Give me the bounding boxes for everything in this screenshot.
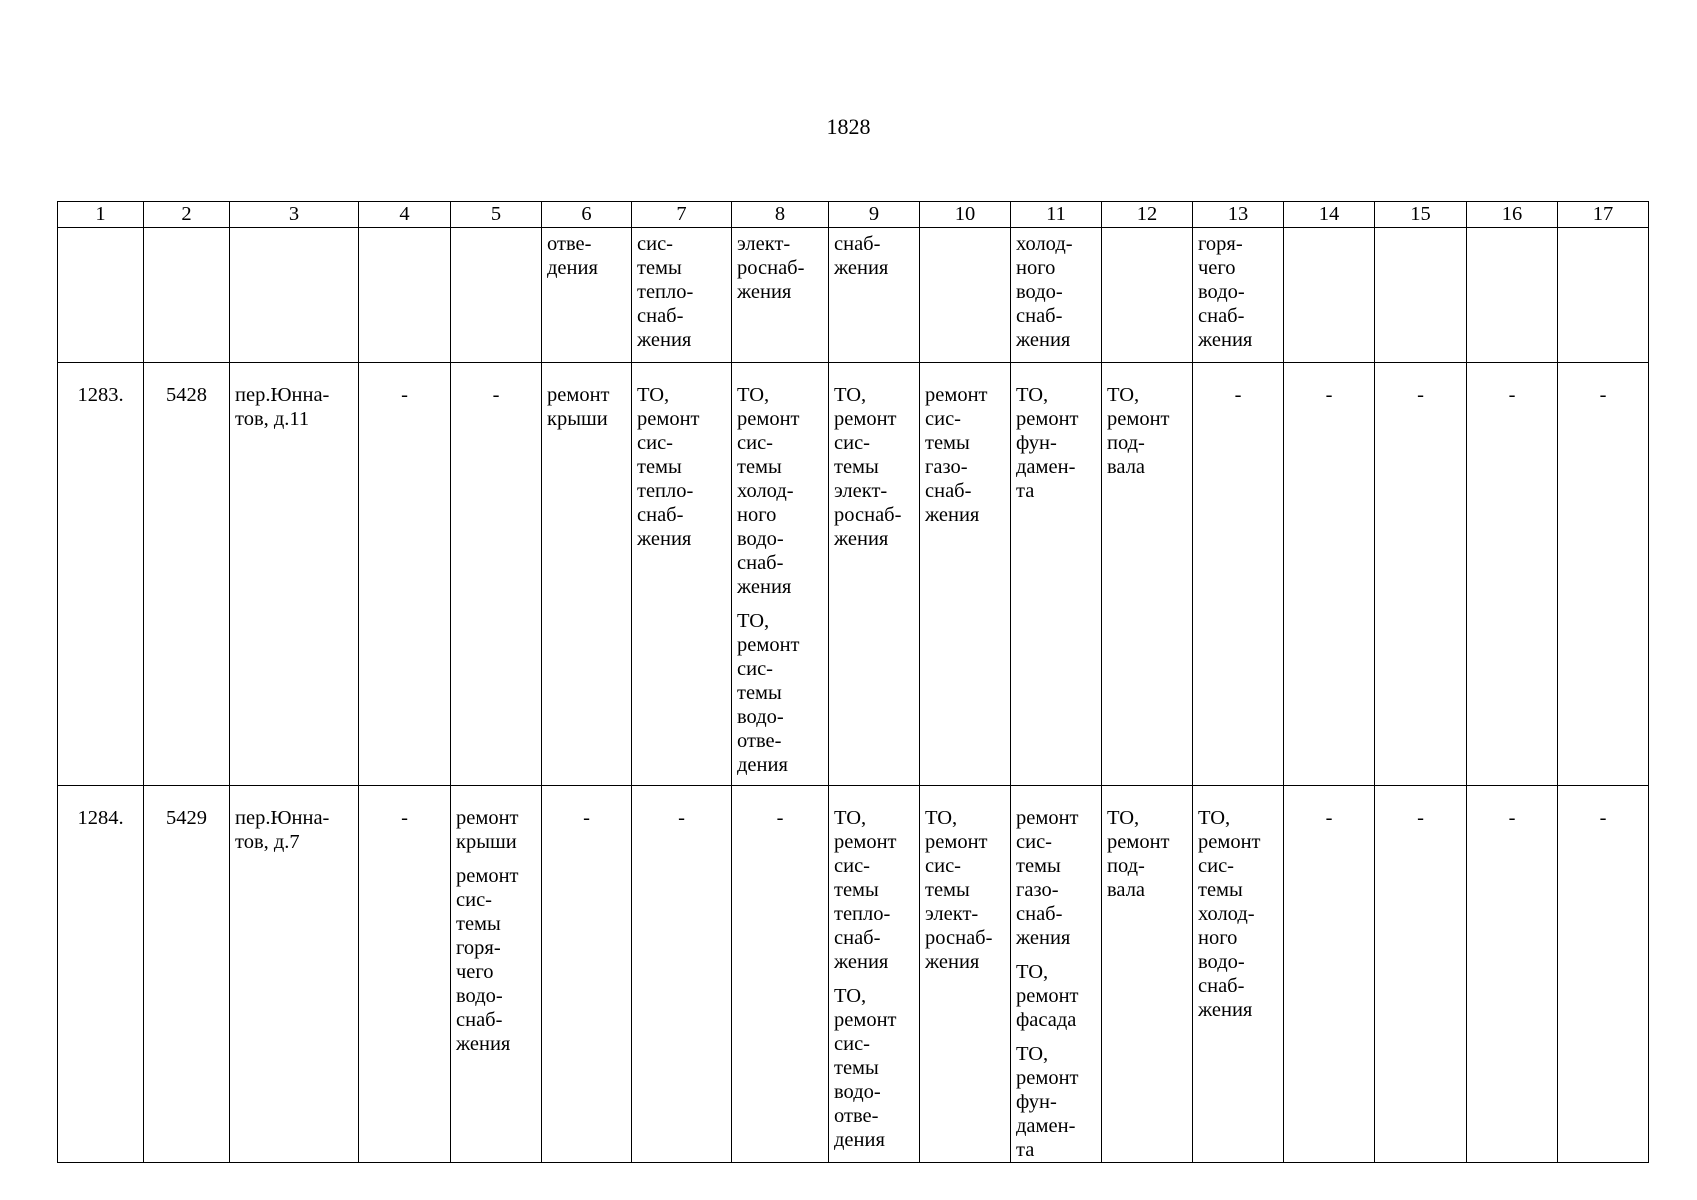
cell-text-line: горя-	[1198, 233, 1243, 255]
cell-text-line: сис-	[1198, 855, 1234, 877]
cell-text-line: холод-	[737, 480, 794, 502]
cell-text-line: ремонт	[834, 408, 897, 430]
work-entry	[637, 383, 726, 551]
cell-text-line: дамен-	[1016, 456, 1076, 478]
cell-text-line: снаб-	[637, 504, 684, 526]
cell-text-line: темы	[456, 913, 501, 935]
cell-text-line: отве-	[834, 1105, 879, 1127]
cell-text-line: жения	[456, 1033, 511, 1055]
table-cell	[58, 228, 144, 363]
cell-text-line: снаб-	[1198, 975, 1245, 997]
cell-text-line: ТО,	[637, 384, 670, 406]
cell-text-line: тов, д.7	[235, 831, 300, 853]
cell-text-line: ремонт	[637, 408, 700, 430]
cell-text-line: темы	[737, 682, 782, 704]
cell-text-line: ТО,	[1107, 384, 1140, 406]
cell-text-line: водо-	[1198, 951, 1245, 973]
column-number-row	[58, 202, 1649, 228]
cell-text-line: отве-	[737, 730, 782, 752]
cell-text-line: крыши	[547, 408, 608, 430]
cell-text-line: ремонт	[456, 865, 519, 887]
work-entry	[834, 984, 914, 1152]
table-cell	[1375, 228, 1467, 363]
cell-text-line: роснаб-	[925, 927, 993, 949]
object-code-cell: 5429	[144, 786, 230, 1163]
cell-text-line: ремонт	[1016, 807, 1079, 829]
work-entry	[737, 609, 823, 777]
work-entry	[1107, 383, 1187, 479]
work-entry	[1016, 232, 1096, 352]
column-number: 5	[451, 202, 542, 228]
cell-text-line: снаб-	[456, 1009, 503, 1031]
table-cell	[451, 228, 542, 363]
column-number: 2	[144, 202, 230, 228]
table-row	[58, 363, 1649, 786]
work-entry	[925, 806, 1005, 974]
cell-text-line: ного	[737, 504, 777, 526]
cell-text-line: сис-	[925, 855, 961, 877]
work-entry	[834, 232, 914, 280]
cell-text-line: снаб-	[834, 233, 881, 255]
cell-text-line: снаб-	[1198, 305, 1245, 327]
cell-text-line: сис-	[737, 432, 773, 454]
table-cell	[359, 228, 451, 363]
cell-text-line: фасада	[1016, 1009, 1077, 1031]
cell-text-line: та	[1016, 1139, 1035, 1161]
work-entry	[737, 232, 823, 304]
work-entry	[1198, 806, 1278, 1022]
cell-text-line: ТО,	[1016, 1043, 1049, 1065]
cell-text-line: ремонт	[925, 384, 988, 406]
work-entry	[834, 806, 914, 974]
table-cell	[632, 363, 732, 786]
column-number: 13	[1193, 202, 1284, 228]
cell-text-line: темы	[737, 456, 782, 478]
cell-text-line: та	[1016, 480, 1035, 502]
table-cell: -	[1284, 363, 1375, 786]
cell-text-line: темы	[925, 432, 970, 454]
cell-text-line: чего	[1198, 257, 1236, 279]
cell-text-line: снаб-	[1016, 305, 1063, 327]
address-cell	[230, 363, 359, 786]
work-entry	[925, 383, 1005, 527]
cell-text-line: чего	[456, 961, 494, 983]
cell-text-line: сис-	[834, 432, 870, 454]
table-row	[58, 786, 1649, 1163]
cell-text-line: ТО,	[1198, 807, 1231, 829]
table-cell: -	[1558, 786, 1649, 1163]
work-entry	[1016, 806, 1096, 950]
page-number: 1828	[826, 114, 871, 139]
cell-text-line: сис-	[925, 408, 961, 430]
table-cell: -	[1193, 363, 1284, 786]
cell-text-line: жения	[637, 329, 692, 351]
cell-text-line: ТО,	[1107, 807, 1140, 829]
table-cell	[732, 786, 829, 1163]
work-entry	[547, 232, 626, 280]
table-cell	[1102, 786, 1193, 1163]
cell-text-line: ТО,	[737, 610, 770, 632]
work-entry	[1016, 383, 1096, 503]
work-entry	[1107, 806, 1187, 902]
cell-text-line: пер.Юнна-	[235, 807, 330, 829]
table-cell	[732, 228, 829, 363]
row-number-cell: 1283.	[58, 363, 144, 786]
cell-text-line: дения	[737, 754, 788, 776]
address-cell	[230, 786, 359, 1163]
table-cell: -	[1284, 786, 1375, 1163]
cell-text-line: сис-	[637, 432, 673, 454]
cell-text-line: ремонт	[1016, 985, 1079, 1007]
table-cell: -	[1467, 786, 1558, 1163]
object-code-cell: 5428	[144, 363, 230, 786]
cell-text-line: жения	[925, 504, 980, 526]
table-cell	[1284, 228, 1375, 363]
cell-text-line: под-	[1107, 432, 1145, 454]
cell-text-line: ТО,	[834, 985, 867, 1007]
cell-text-line: темы	[637, 456, 682, 478]
cell-text-line: фун-	[1016, 432, 1057, 454]
table-cell: -	[1467, 363, 1558, 786]
cell-text-line: жения	[1016, 927, 1071, 949]
table-cell	[1011, 786, 1102, 1163]
column-number: 8	[732, 202, 829, 228]
cell-text-line: тепло-	[637, 281, 694, 303]
cell-text-line: водо-	[456, 985, 503, 1007]
cell-text-line: дамен-	[1016, 1115, 1076, 1137]
column-number: 6	[542, 202, 632, 228]
table-cell: -	[1375, 786, 1467, 1163]
table-cell	[542, 363, 632, 786]
cell-text-line: темы	[1016, 855, 1061, 877]
table-cell	[1193, 228, 1284, 363]
table-cell	[632, 228, 732, 363]
cell-text-line: газо-	[1016, 879, 1059, 901]
cell-text-line: ремонт	[737, 408, 800, 430]
cell-text-line: темы	[637, 257, 682, 279]
table-cell	[829, 786, 920, 1163]
table-cell	[1011, 228, 1102, 363]
cell-text-line: ТО,	[834, 807, 867, 829]
column-number: 11	[1011, 202, 1102, 228]
cell-text-line: ремонт	[737, 634, 800, 656]
table-cell	[632, 786, 732, 1163]
cell-text-line: темы	[925, 879, 970, 901]
table-cell	[1467, 228, 1558, 363]
column-number: 9	[829, 202, 920, 228]
cell-text-line: тов, д.11	[235, 408, 310, 430]
table-cell: -	[1375, 363, 1467, 786]
cell-text-line: снаб-	[637, 305, 684, 327]
cell-text-line: под-	[1107, 855, 1145, 877]
cell-text-line: водо-	[737, 528, 784, 550]
cell-text-line: газо-	[925, 456, 968, 478]
table-cell	[542, 786, 632, 1163]
cell-text-line: жения	[737, 576, 792, 598]
cell-text-line: -	[776, 807, 784, 829]
column-number: 17	[1558, 202, 1649, 228]
cell-text-line: снаб-	[1016, 903, 1063, 925]
cell-text-line: элект-	[925, 903, 979, 925]
table-cell	[829, 363, 920, 786]
work-entry	[737, 383, 823, 599]
cell-text-line: жения	[834, 528, 889, 550]
cell-text-line: водо-	[737, 706, 784, 728]
work-entry	[456, 806, 536, 854]
work-entry	[637, 806, 726, 830]
cell-text-line: сис-	[1016, 831, 1052, 853]
work-entry	[834, 383, 914, 551]
cell-text-line: водо-	[1016, 281, 1063, 303]
cell-text-line: темы	[1198, 879, 1243, 901]
cell-text-line: ремонт	[1016, 408, 1079, 430]
cell-text-line: тепло-	[834, 903, 891, 925]
cell-text-line: ного	[1016, 257, 1056, 279]
column-number: 1	[58, 202, 144, 228]
cell-text-line: жения	[737, 281, 792, 303]
cell-text-line: роснаб-	[737, 257, 805, 279]
cell-text-line: элект-	[737, 233, 791, 255]
cell-text-line: жения	[637, 528, 692, 550]
cell-text-line: ремонт	[547, 384, 610, 406]
cell-text-line: ТО,	[925, 807, 958, 829]
cell-text-line: темы	[834, 456, 879, 478]
continuation-row	[58, 228, 1649, 363]
work-entry	[547, 806, 626, 830]
cell-text-line: ремонт	[834, 1009, 897, 1031]
cell-text-line: жения	[834, 951, 889, 973]
cell-text-line: сис-	[637, 233, 673, 255]
cell-text-line: сис-	[834, 1033, 870, 1055]
column-number: 10	[920, 202, 1011, 228]
table-cell	[1193, 786, 1284, 1163]
cell-text-line: холод-	[1198, 903, 1255, 925]
cell-text-line: вала	[1107, 456, 1146, 478]
cell-text-line: ного	[1198, 927, 1238, 949]
cell-text-line: дения	[547, 257, 598, 279]
column-number: 7	[632, 202, 732, 228]
table-cell	[1102, 363, 1193, 786]
cell-text-line: сис-	[834, 855, 870, 877]
work-entry	[737, 806, 823, 830]
work-entry	[637, 232, 726, 352]
cell-text-line: снаб-	[737, 552, 784, 574]
cell-text-line: снаб-	[925, 480, 972, 502]
cell-text-line: ремонт	[1107, 831, 1170, 853]
cell-text-line: ремонт	[1107, 408, 1170, 430]
table-cell: -	[359, 363, 451, 786]
cell-text-line: горя-	[456, 937, 501, 959]
table-cell	[144, 228, 230, 363]
cell-text-line: сис-	[737, 658, 773, 680]
cell-text-line: ТО,	[1016, 961, 1049, 983]
cell-text-line: темы	[834, 879, 879, 901]
table-cell	[1558, 228, 1649, 363]
cell-text-line: жения	[925, 951, 980, 973]
cell-text-line: ремонт	[834, 831, 897, 853]
table-cell	[542, 228, 632, 363]
cell-text-line: холод-	[1016, 233, 1073, 255]
cell-text-line: снаб-	[834, 927, 881, 949]
work-entry	[1198, 232, 1278, 352]
table-cell	[451, 786, 542, 1163]
cell-text-line: отве-	[547, 233, 592, 255]
cell-text-line: ремонт	[1198, 831, 1261, 853]
table-cell	[451, 363, 542, 786]
table-cell	[920, 786, 1011, 1163]
column-number: 16	[1467, 202, 1558, 228]
cell-text-line: фун-	[1016, 1091, 1057, 1113]
work-entry	[1016, 960, 1096, 1032]
work-entry	[547, 383, 626, 431]
row-number-cell: 1284.	[58, 786, 144, 1163]
cell-text-line: крыши	[456, 831, 517, 853]
cell-text-line: -	[583, 807, 590, 829]
cell-text-line: жения	[834, 257, 889, 279]
table-cell	[920, 363, 1011, 786]
column-number: 12	[1102, 202, 1193, 228]
column-number: 3	[230, 202, 359, 228]
cell-text-line: ТО,	[1016, 384, 1049, 406]
table-cell	[1011, 363, 1102, 786]
cell-text-line: пер.Юнна-	[235, 384, 330, 406]
column-number: 4	[359, 202, 451, 228]
cell-text-line: водо-	[1198, 281, 1245, 303]
table-cell	[732, 363, 829, 786]
cell-text-line: роснаб-	[834, 504, 902, 526]
cell-text-line: ТО,	[737, 384, 770, 406]
cell-text-line: жения	[1198, 999, 1253, 1021]
cell-text-line: водо-	[834, 1081, 881, 1103]
table-cell	[920, 228, 1011, 363]
cell-text-line: жения	[1016, 329, 1071, 351]
cell-text-line: сис-	[456, 889, 492, 911]
cell-text-line: ремонт	[456, 807, 519, 829]
table-cell	[1102, 228, 1193, 363]
cell-text-line: вала	[1107, 879, 1146, 901]
cell-text-line: тепло-	[637, 480, 694, 502]
table-cell	[230, 228, 359, 363]
cell-text-line: ремонт	[1016, 1067, 1079, 1089]
column-number: 14	[1284, 202, 1375, 228]
work-entry	[456, 383, 536, 407]
table-cell	[829, 228, 920, 363]
cell-text-line: жения	[1198, 329, 1253, 351]
work-entry	[1016, 1042, 1096, 1162]
table-cell: -	[1558, 363, 1649, 786]
cell-text-line: -	[492, 384, 500, 406]
cell-text-line: элект-	[834, 480, 888, 502]
work-entry	[456, 864, 536, 1056]
table-cell: -	[359, 786, 451, 1163]
cell-text-line: дения	[834, 1129, 885, 1151]
cell-text-line: ТО,	[834, 384, 867, 406]
cell-text-line: -	[678, 807, 685, 829]
cell-text-line: ремонт	[925, 831, 988, 853]
cell-text-line: темы	[834, 1057, 879, 1079]
column-number: 15	[1375, 202, 1467, 228]
repair-schedule-table	[57, 201, 1649, 1163]
